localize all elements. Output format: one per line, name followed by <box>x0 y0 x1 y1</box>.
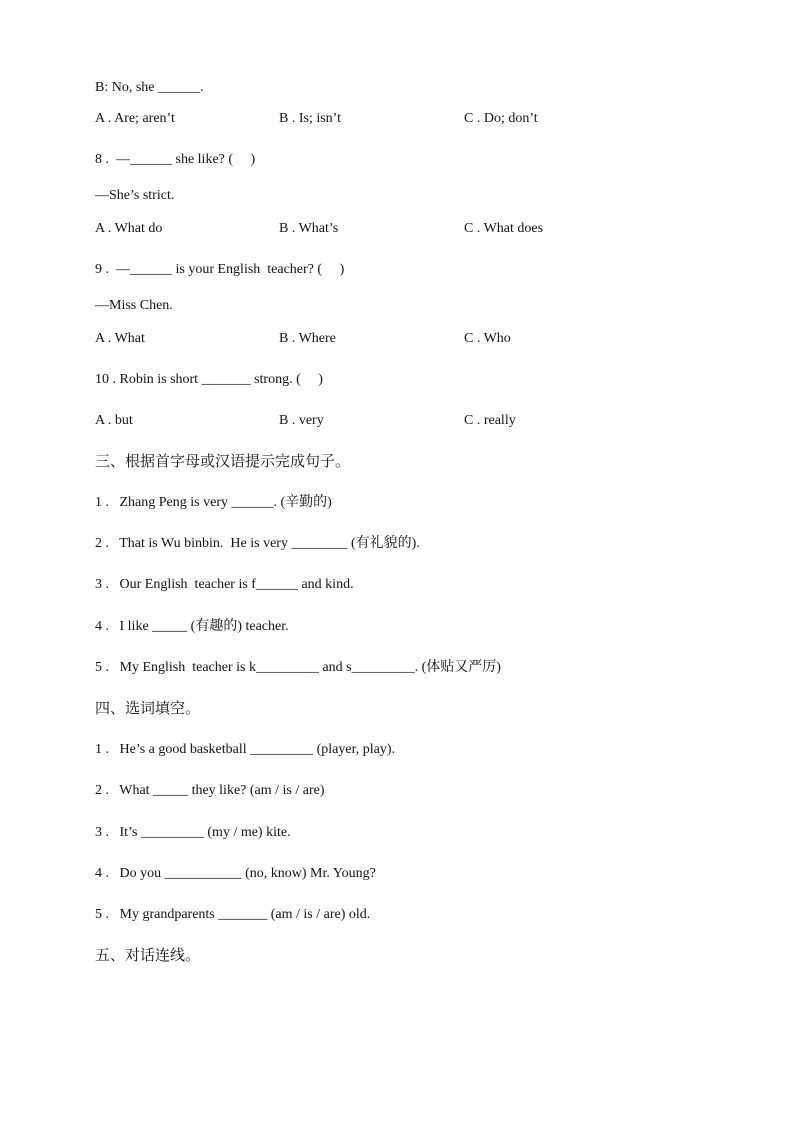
q9-option-b: B . Where <box>279 331 336 346</box>
q7-option-a: A . Are; aren’t <box>95 111 175 126</box>
section4-item-3: 3 . It’s _________ (my / me) kite. <box>95 825 291 840</box>
q10-option-b: B . very <box>279 413 324 428</box>
section3-item-3: 3 . Our English teacher is f______ and kind. <box>95 577 354 592</box>
section3-title: 三、根据首字母或汉语提示完成句子。 <box>95 454 351 470</box>
section3-item-5: 5 . My English teacher is k_________ and s_________. (体贴又严厉) <box>95 660 501 675</box>
q9-response: —Miss Chen. <box>95 298 173 313</box>
q9-option-c: C . Who <box>464 331 511 346</box>
section5-title: 五、对话连线。 <box>95 948 201 964</box>
section3-item-2: 2 . That is Wu binbin. He is very ________ (有礼貌的). <box>95 536 420 551</box>
q10-option-c: C . really <box>464 413 516 428</box>
q7-option-b: B . Is; isn’t <box>279 111 341 126</box>
q8-response: —She’s strict. <box>95 188 175 203</box>
section4-item-1: 1 . He’s a good basketball _________ (player, play). <box>95 742 395 757</box>
section4-title: 四、选词填空。 <box>95 701 201 717</box>
section4-item-4: 4 . Do you ___________ (no, know) Mr. Young? <box>95 866 376 881</box>
q7-option-c: C . Do; don’t <box>464 111 538 126</box>
q10-question: 10 . Robin is short _______ strong. ( ) <box>95 372 323 387</box>
q9-question: 9 . —______ is your English teacher? ( ) <box>95 262 345 277</box>
q8-question: 8 . —______ she like? ( ) <box>95 152 256 167</box>
q9-option-a: A . What <box>95 331 145 346</box>
q8-option-c: C . What does <box>464 221 544 236</box>
section4-item-5: 5 . My grandparents _______ (am / is / are) old. <box>95 907 371 922</box>
q10-option-a: A . but <box>95 413 133 428</box>
q7-answer-line: B: No, she ______. <box>95 80 204 95</box>
section4-item-2: 2 . What _____ they like? (am / is / are) <box>95 783 325 798</box>
section3-item-4: 4 . I like _____ (有趣的) teacher. <box>95 619 289 634</box>
section3-item-1: 1 . Zhang Peng is very ______. (辛勤的) <box>95 495 332 510</box>
q8-option-b: B . What’s <box>279 221 339 236</box>
q8-option-a: A . What do <box>95 221 163 236</box>
